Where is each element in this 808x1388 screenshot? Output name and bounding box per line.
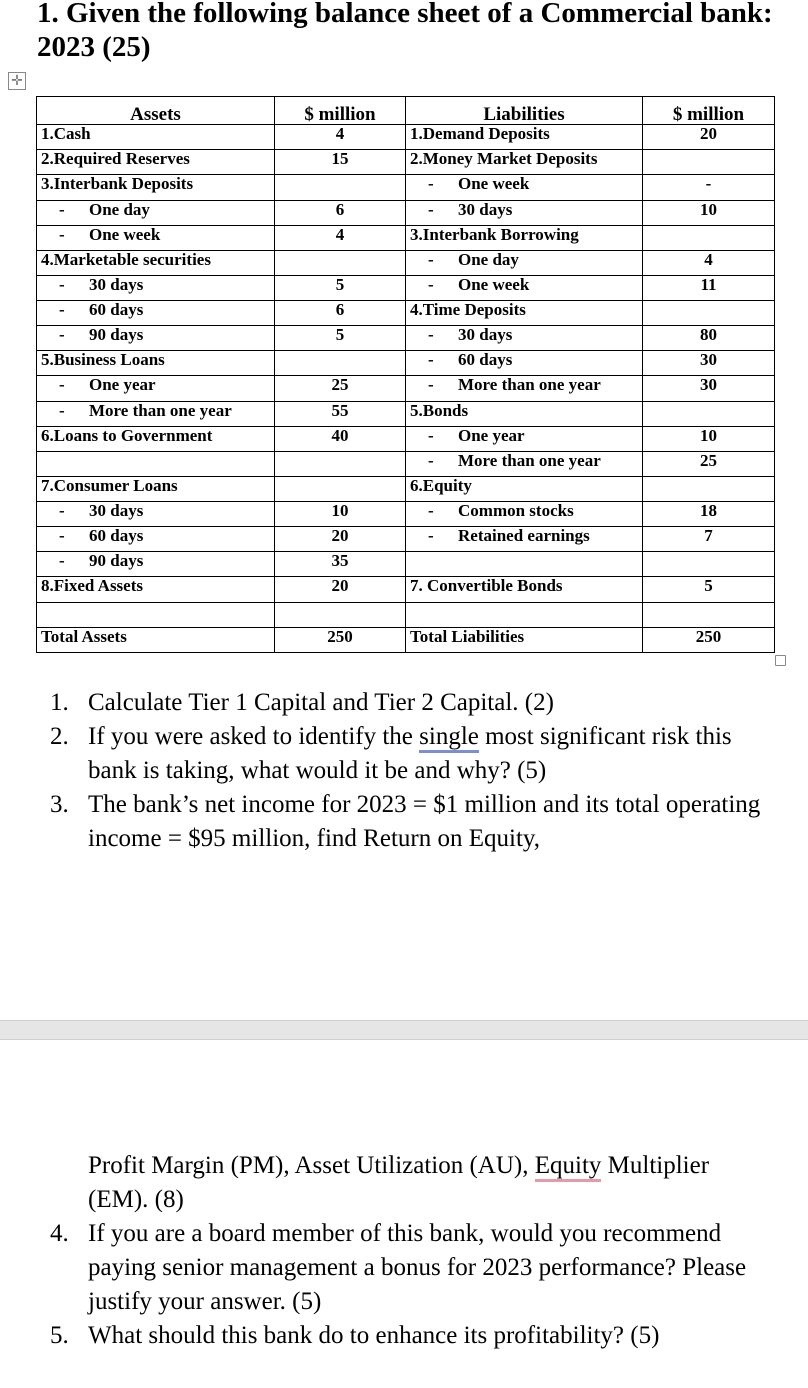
table-row (37, 376, 775, 401)
liability-label: - 30 days (406, 200, 643, 225)
asset-label: - 90 days (37, 552, 275, 577)
asset-label: - 30 days (37, 502, 275, 527)
liability-value (643, 476, 775, 501)
questions-list-continued (50, 1217, 770, 1353)
liability-value: 30 (643, 351, 775, 376)
liability-label: - Common stocks (406, 502, 643, 527)
liability-value: 18 (643, 502, 775, 527)
liability-value: 5 (643, 577, 775, 602)
asset-value (275, 250, 406, 275)
asset-value (275, 602, 406, 627)
liability-label: 2.Money Market Deposits (406, 150, 643, 175)
table-resize-handle[interactable] (775, 655, 786, 666)
question-1: 1. Calculate Tier 1 Capital and Tier 2 Capital. (2) (50, 689, 554, 716)
asset-label: 8.Fixed Assets (37, 577, 275, 602)
table-row (37, 225, 775, 250)
liability-label: - One week (406, 275, 643, 300)
asset-label: 5.Business Loans (37, 351, 275, 376)
asset-value: 5 (275, 326, 406, 351)
table-row (37, 426, 775, 451)
table-row (37, 451, 775, 476)
asset-label: 3.Interbank Deposits (37, 175, 275, 200)
table-row (37, 351, 775, 376)
asset-value: 4 (275, 125, 406, 150)
liability-label: Total Liabilities (406, 627, 643, 652)
asset-label: - One week (37, 225, 275, 250)
table-row (37, 150, 775, 175)
asset-value: 35 (275, 552, 406, 577)
asset-label: 1.Cash (37, 125, 275, 150)
table-row (37, 627, 775, 652)
liability-label: - One year (406, 426, 643, 451)
liability-label: 5.Bonds (406, 401, 643, 426)
asset-value: 10 (275, 502, 406, 527)
table-row (37, 275, 775, 300)
asset-value: 25 (275, 376, 406, 401)
liability-label: - Retained earnings (406, 527, 643, 552)
liability-label: 1.Demand Deposits (406, 125, 643, 150)
liability-value (643, 602, 775, 627)
asset-value: 55 (275, 401, 406, 426)
table-header-row (37, 97, 775, 125)
asset-label: - One day (37, 200, 275, 225)
question-4: 4. If you are a board member of this bank, would you recommend paying senior management a bonus for 2023 performance? Please justify your answer. (5) (50, 1220, 747, 1315)
asset-value: 6 (275, 301, 406, 326)
asset-label: 7.Consumer Loans (37, 476, 275, 501)
asset-label: - 60 days (37, 527, 275, 552)
asset-label: - 30 days (37, 275, 275, 300)
liability-value: 10 (643, 426, 775, 451)
liability-label: 3.Interbank Borrowing (406, 225, 643, 250)
liability-value: 7 (643, 527, 775, 552)
liability-label: 4.Time Deposits (406, 301, 643, 326)
liability-label: - One week (406, 175, 643, 200)
table-row (37, 401, 775, 426)
table-move-handle-icon[interactable]: ✛ (8, 72, 26, 90)
liability-value (643, 150, 775, 175)
liability-label: - 30 days (406, 326, 643, 351)
table-row (37, 476, 775, 501)
asset-value: 20 (275, 577, 406, 602)
table-row (37, 250, 775, 275)
assets-header: Assets (37, 97, 275, 125)
liability-value: - (643, 175, 775, 200)
question-3-continued: Profit Margin (PM), Asset Utilization (AU), Equity Multiplier (EM). (8) (88, 1152, 710, 1213)
table-row (37, 527, 775, 552)
asset-value (275, 476, 406, 501)
asset-label: Total Assets (37, 627, 275, 652)
asset-label: - 60 days (37, 301, 275, 326)
liability-value: 80 (643, 326, 775, 351)
page-title: 1. Given the following balance sheet of a Commercial bank: 2023 (25) (37, 0, 773, 63)
table-row (37, 301, 775, 326)
liability-value (643, 552, 775, 577)
asset-label (37, 602, 275, 627)
asset-label: - More than one year (37, 401, 275, 426)
question-5: 5. What should this bank do to enhance its profitability? (5) (50, 1322, 660, 1349)
spellcheck-underline-equity: Equity (535, 1152, 602, 1182)
table-row (37, 502, 775, 527)
questions-list (50, 686, 770, 856)
asset-value: 5 (275, 275, 406, 300)
liability-label: - More than one year (406, 451, 643, 476)
table-row (37, 326, 775, 351)
asset-value: 250 (275, 627, 406, 652)
page-break-divider (0, 1020, 808, 1040)
liability-label: 7. Convertible Bonds (406, 577, 643, 602)
liability-value: 25 (643, 451, 775, 476)
table-row (37, 175, 775, 200)
question-3: 3. The bank’s net income for 2023 = $1 million and its total operating income = $95 million, find Return on Equity, (50, 791, 761, 852)
liability-label (406, 552, 643, 577)
liability-value (643, 401, 775, 426)
asset-value: 4 (275, 225, 406, 250)
table-row (37, 602, 775, 627)
asset-value: 15 (275, 150, 406, 175)
liabilities-unit-header: $ million (643, 97, 775, 125)
asset-label: 4.Marketable securities (37, 250, 275, 275)
liability-label: - 60 days (406, 351, 643, 376)
asset-value (275, 451, 406, 476)
asset-value (275, 351, 406, 376)
question-2: 2. If you were asked to identify the single most significant risk this bank is taking, what would it be and why? (5) (50, 723, 732, 784)
liability-value (643, 225, 775, 250)
liability-label: 6.Equity (406, 476, 643, 501)
asset-label (37, 451, 275, 476)
asset-value: 20 (275, 527, 406, 552)
liability-value: 30 (643, 376, 775, 401)
liability-value (643, 301, 775, 326)
asset-label: - One year (37, 376, 275, 401)
asset-value: 40 (275, 426, 406, 451)
liability-label (406, 602, 643, 627)
liability-value: 10 (643, 200, 775, 225)
table-row (37, 552, 775, 577)
asset-label: - 90 days (37, 326, 275, 351)
spellcheck-underline-single: single (419, 723, 479, 753)
liability-label: - More than one year (406, 376, 643, 401)
liability-label: - One day (406, 250, 643, 275)
liability-value: 250 (643, 627, 775, 652)
balance-sheet-table (36, 96, 775, 653)
liability-value: 4 (643, 250, 775, 275)
asset-label: 2.Required Reserves (37, 150, 275, 175)
liabilities-header: Liabilities (406, 97, 643, 125)
asset-value: 6 (275, 200, 406, 225)
table-row (37, 200, 775, 225)
assets-unit-header: $ million (275, 97, 406, 125)
liability-value: 11 (643, 275, 775, 300)
liability-value: 20 (643, 125, 775, 150)
table-row (37, 577, 775, 602)
table-row (37, 125, 775, 150)
asset-label: 6.Loans to Government (37, 426, 275, 451)
asset-value (275, 175, 406, 200)
